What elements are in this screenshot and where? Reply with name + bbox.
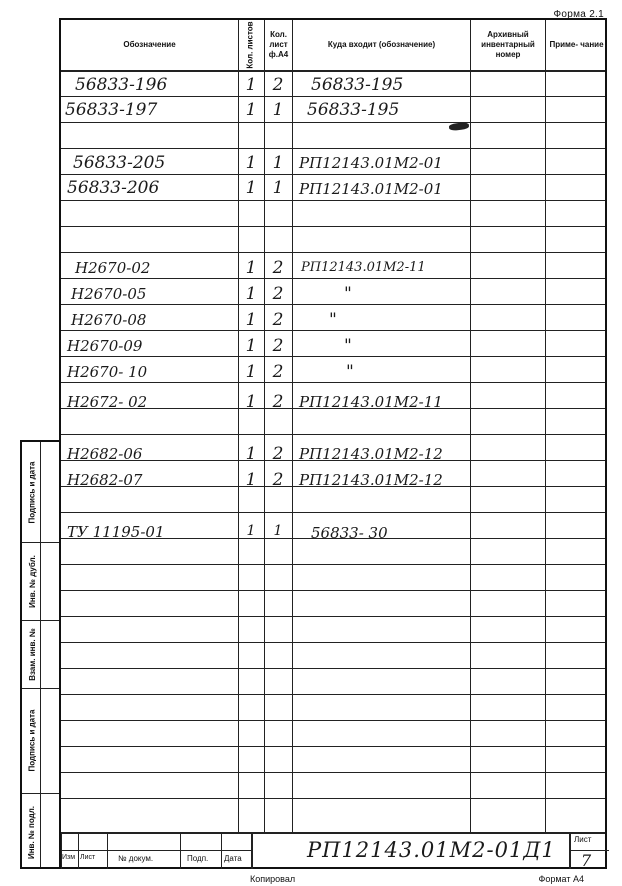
row-12-parent: " — [346, 362, 354, 382]
row-15-sheets: 1 — [245, 444, 257, 464]
row-4-designation: 56833-205 — [73, 153, 166, 173]
row-10-sheets: 1 — [245, 310, 257, 330]
row-15-a4: 2 — [272, 444, 284, 464]
row-2-a4: 1 — [272, 100, 284, 120]
row-16-designation: Н2682-07 — [67, 471, 143, 489]
row-18-designation: ТУ 11195-01 — [67, 523, 165, 541]
stamp-izm-label: Изм — [62, 854, 76, 861]
document-frame — [59, 18, 607, 869]
row-12-a4: 2 — [272, 362, 284, 382]
row-16-sheets: 1 — [245, 470, 257, 490]
side-label-signature-date: Подпись и дата — [27, 709, 37, 772]
row-5-designation: 56833-206 — [67, 178, 160, 198]
row-13-designation: Н2672- 02 — [67, 393, 148, 411]
stamp-sheet-number: 7 — [581, 851, 592, 870]
row-10-a4: 2 — [272, 310, 284, 330]
header-remarks: Приме- чание — [549, 40, 604, 49]
side-label-dubl-inventory: Инв. № дубл. — [27, 554, 37, 608]
footer-copied-label: Копировал — [250, 874, 296, 884]
header-parent-assembly: Куда входит (обозначение) — [327, 40, 436, 49]
row-18-a4: 1 — [273, 523, 283, 539]
footer-format-label: Формат А4 — [538, 874, 584, 884]
row-5-sheets: 1 — [245, 178, 257, 198]
row-9-a4: 2 — [272, 284, 284, 304]
form-number-label: Форма 2.1 — [553, 9, 604, 20]
row-11-a4: 2 — [272, 336, 284, 356]
row-13-parent: РП12143.01М2-11 — [299, 393, 443, 411]
row-13-a4: 2 — [272, 392, 284, 412]
stamp-document-code: РП12143.01М2-01Д1 — [307, 838, 556, 862]
row-2-designation: 56833-197 — [65, 100, 158, 120]
side-binding-strip — [20, 440, 59, 869]
row-1-designation: 56833-196 — [75, 75, 168, 95]
side-label-signature-date-top: Подпись и дата — [27, 461, 37, 523]
side-label-original-inventory: Инв. № подл. — [27, 805, 37, 859]
row-9-designation: Н2670-05 — [71, 285, 147, 303]
row-4-a4: 1 — [272, 153, 284, 173]
header-sheet-count: Кол. листов — [246, 21, 256, 69]
row-4-sheets: 1 — [245, 153, 257, 173]
row-16-a4: 2 — [272, 470, 284, 490]
stamp-doc-number-label: № докум. — [118, 854, 154, 863]
side-label-replacement-inventory: Взам. инв. № — [27, 627, 37, 681]
header-designation: Обозначение — [123, 40, 176, 49]
row-11-designation: Н2670-09 — [67, 337, 143, 355]
row-9-sheets: 1 — [245, 284, 257, 304]
row-15-designation: Н2682-06 — [67, 445, 143, 463]
row-11-parent: " — [344, 336, 352, 356]
row-2-parent: 56833-195 — [307, 100, 400, 120]
row-1-parent: 56833-195 — [311, 75, 404, 95]
row-8-a4: 2 — [272, 258, 284, 278]
row-10-parent: " — [329, 310, 337, 330]
stamp-date-label: Дата — [224, 854, 242, 863]
row-5-a4: 1 — [272, 178, 284, 198]
row-8-designation: Н2670-02 — [75, 259, 151, 277]
row-1-sheets: 1 — [245, 75, 257, 95]
row-8-sheets: 1 — [245, 258, 257, 278]
stamp-signature-label: Подп. — [187, 854, 209, 863]
row-11-sheets: 1 — [245, 336, 257, 356]
row-18-sheets: 1 — [246, 523, 256, 539]
row-2-sheets: 1 — [245, 100, 257, 120]
row-8-parent: РП12143.01М2-11 — [301, 260, 426, 275]
header-a4-count: Кол. лист ф.А4 — [268, 30, 289, 59]
row-13-sheets: 1 — [245, 392, 257, 412]
row-10-designation: Н2670-08 — [71, 311, 147, 329]
row-5-parent: РП12143.01М2-01 — [299, 180, 443, 198]
stamp-list-label: Лист — [80, 854, 96, 861]
ink-blot — [449, 122, 470, 131]
header-archive-number: Архивный инвентарный номер — [481, 30, 535, 59]
row-1-a4: 2 — [272, 75, 284, 95]
row-18-parent: 56833- 30 — [311, 524, 388, 542]
row-15-parent: РП12143.01М2-12 — [299, 445, 443, 463]
stamp-sheet-label: Лист — [574, 835, 592, 844]
row-12-sheets: 1 — [245, 362, 257, 382]
row-12-designation: Н2670- 10 — [67, 363, 148, 381]
row-4-parent: РП12143.01М2-01 — [299, 154, 443, 172]
row-16-parent: РП12143.01М2-12 — [299, 471, 443, 489]
row-9-parent: " — [344, 284, 352, 304]
